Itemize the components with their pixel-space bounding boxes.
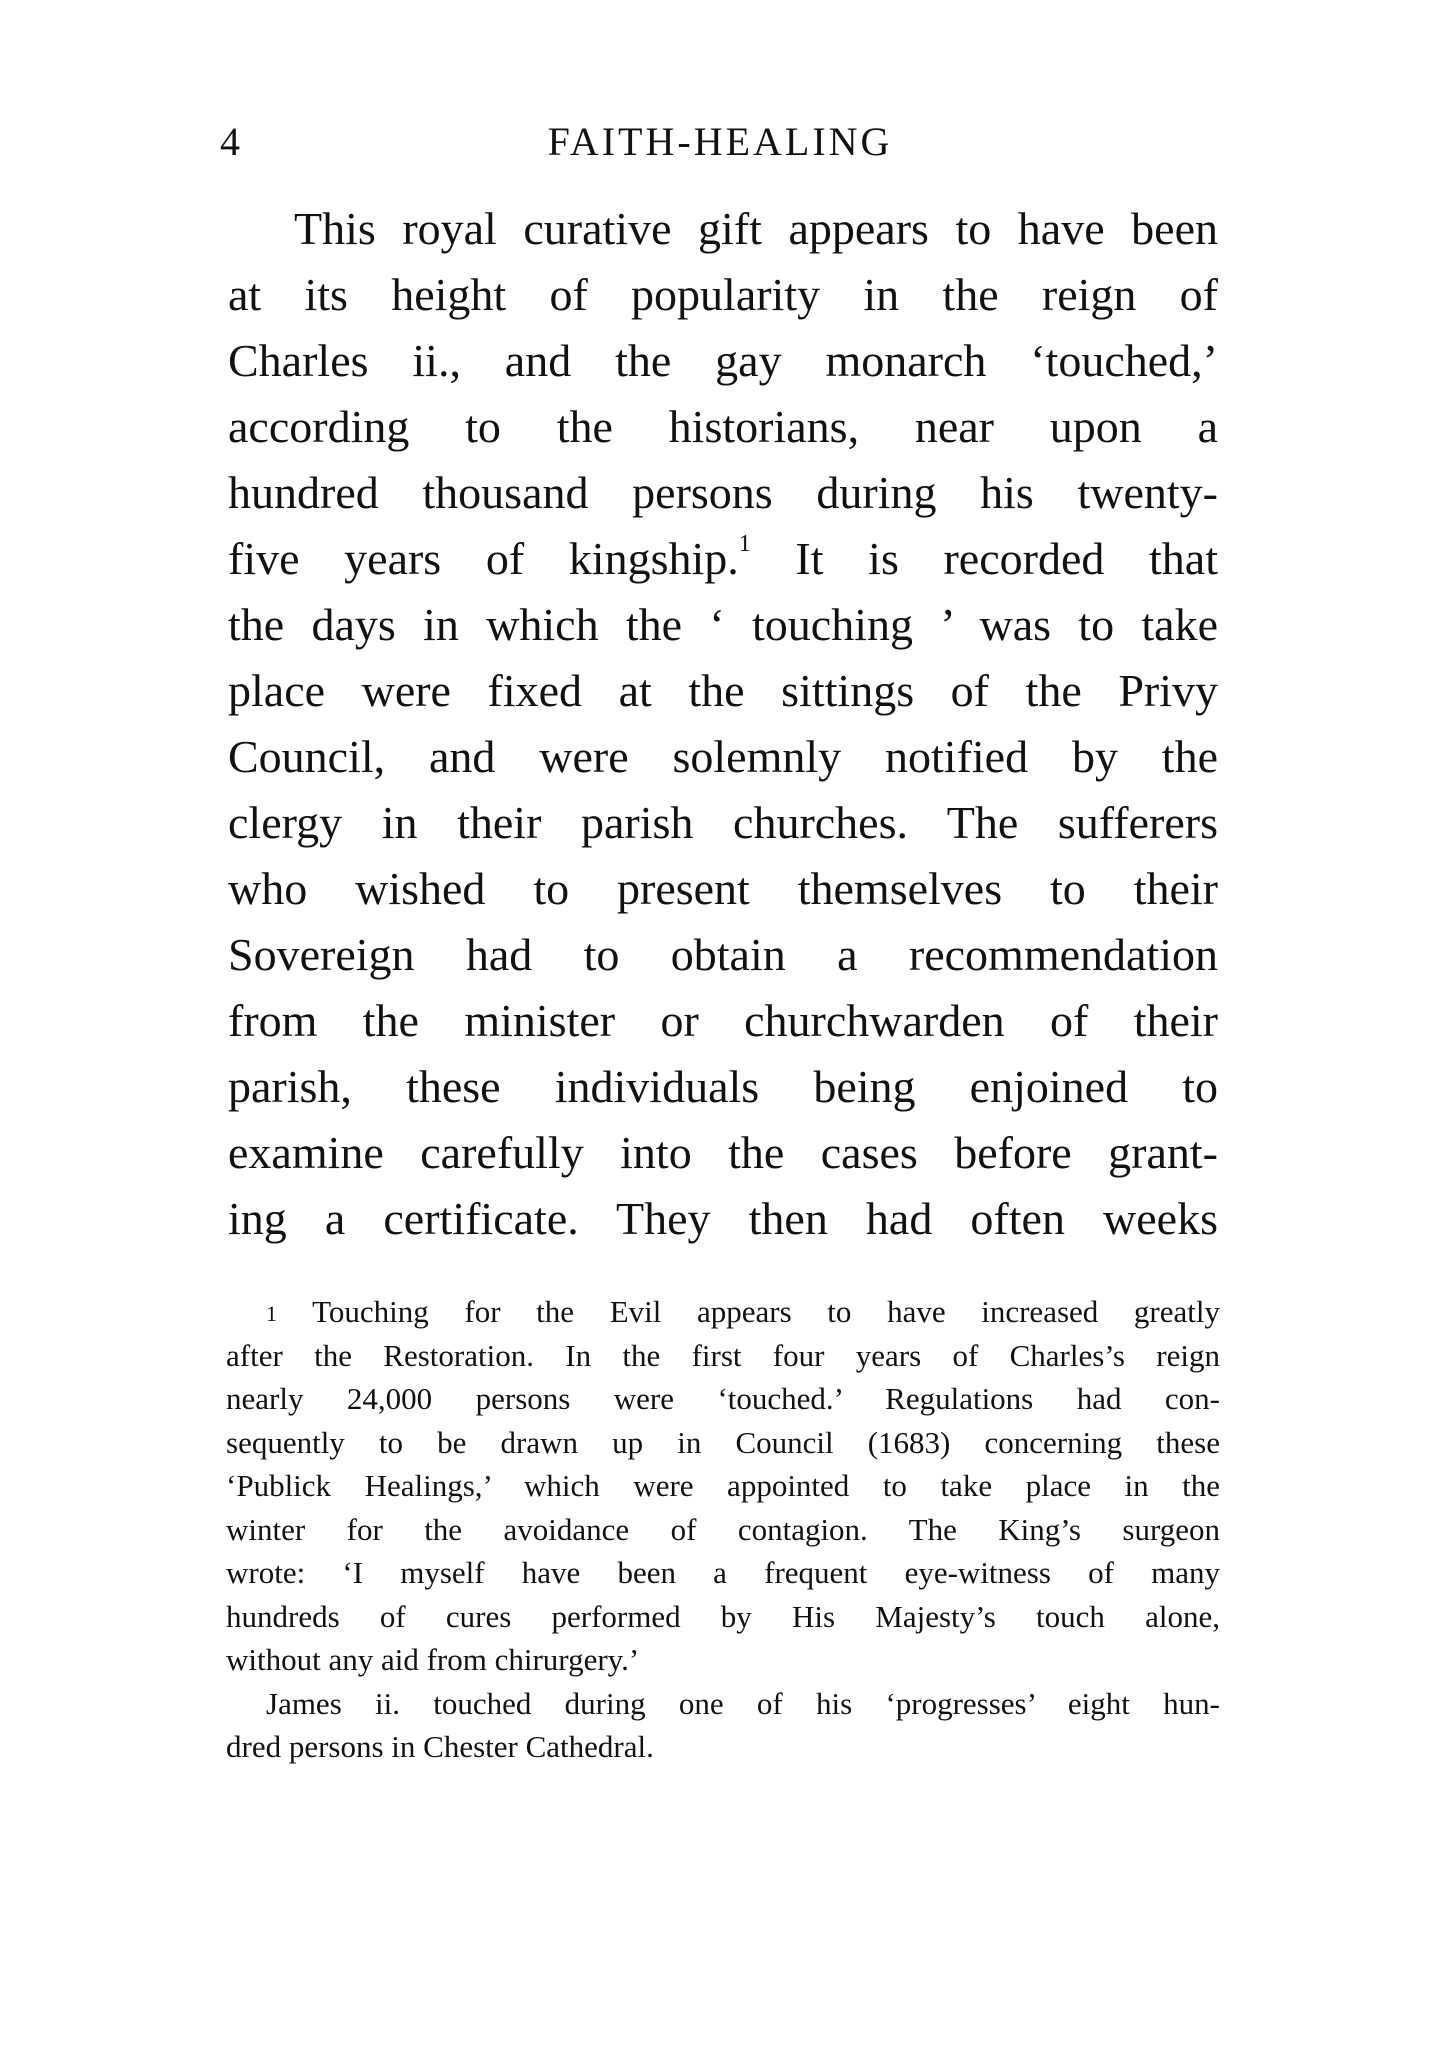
body-line: Council, and were solemnly notified by the xyxy=(228,731,1218,782)
footnote-line: dred persons in Chester Cathedral. xyxy=(226,1729,654,1764)
running-head xyxy=(220,112,1220,172)
footnote-marker: 1 xyxy=(266,1301,277,1326)
footnote xyxy=(226,1290,1220,1769)
page-number: 4 xyxy=(220,119,240,164)
footnote-line: winter for the avoidance of contagion. The King’s surgeon xyxy=(226,1511,1220,1547)
footnote-line: wrote: ‘I myself have been a frequent eye-witness of many xyxy=(226,1555,1220,1590)
body-line-with-footnote-ref xyxy=(228,526,1218,592)
footnote-line: ‘Publick Healings,’ which were appointed to take place in the xyxy=(226,1468,1220,1503)
body-line: the days in which the ‘ touching ’ was to take xyxy=(228,599,1218,650)
running-title: FAITH-HEALING xyxy=(547,119,893,164)
footnote-line: nearly 24,000 persons were ‘touched.’ Regulations had con- xyxy=(226,1381,1220,1416)
body-line: at its height of popularity in the reign of xyxy=(228,269,1218,320)
body-line: Charles ii., and the gay monarch ‘touched,’ xyxy=(228,335,1218,386)
footnote-line: James ii. touched during one of his ‘progresses’ eight hun- xyxy=(266,1685,1220,1721)
body-line-text: five years of kingship. xyxy=(228,533,739,584)
body-line-text: It is recorded that xyxy=(795,533,1218,584)
body-line: from the minister or churchwarden of their xyxy=(228,995,1218,1046)
body-line: according to the historians, near upon a xyxy=(228,401,1218,452)
footnote-line: without any aid from chirurgery.’ xyxy=(226,1642,640,1677)
body-line: clergy in their parish churches. The sufferers xyxy=(228,797,1218,848)
footnote-line: sequently to be drawn up in Council (1683) concerning these xyxy=(226,1424,1220,1460)
body-line: ing a certificate. They then had often weeks xyxy=(228,1193,1218,1244)
body-line: This royal curative gift appears to have been xyxy=(294,203,1218,254)
footnote-line xyxy=(226,1290,1220,1334)
footnote-line: hundreds of cures performed by His Majesty’s touch alone, xyxy=(226,1598,1220,1634)
body-line: Sovereign had to obtain a recommendation xyxy=(228,929,1218,980)
footnote-line-text: Touching for the Evil appears to have increased greatly xyxy=(312,1294,1220,1329)
body-line: hundred thousand persons during his twenty- xyxy=(228,467,1218,518)
body-line: parish, these individuals being enjoined to xyxy=(228,1061,1218,1112)
body-line: examine carefully into the cases before grant- xyxy=(228,1127,1218,1178)
body-line: who wished to present themselves to their xyxy=(228,863,1218,914)
footnote-reference: 1 xyxy=(738,531,751,557)
footnote-line: after the Restoration. In the first four years of Charles’s reign xyxy=(226,1337,1220,1373)
body-line: place were fixed at the sittings of the Privy xyxy=(228,665,1218,716)
body-paragraph xyxy=(228,196,1218,1252)
